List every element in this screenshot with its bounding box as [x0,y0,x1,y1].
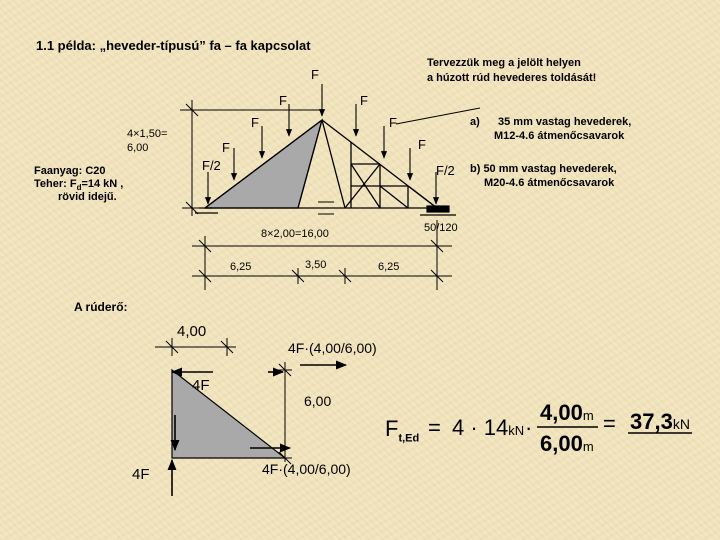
formula-result: 37,3kN [630,409,690,434]
load-f-left-2: F [251,115,259,130]
formula-denominator: 6,00m [540,431,594,456]
rod-force-height-label: 6,00 [304,393,332,409]
task-line-1: Tervezzük meg a jelölt helyen [427,57,581,69]
load-f-right-3: F [418,137,426,152]
load-f-left-3: F [222,140,230,155]
span-label: 8×2,00=16,00 [261,228,329,240]
support-label: 50/120 [424,222,458,234]
rod-force-width-label: 4,00 [177,323,207,340]
formula-lhs: $F_{t,Ed}$ [385,416,420,445]
option-a-marker: a) [470,116,480,128]
force-triangle [172,370,285,458]
load-half-left: F/2 [202,158,221,173]
option-b-line-2: M20-4.6 átmenőcsavarok [484,177,615,189]
splice-pointer [396,108,480,124]
rod-force-heading: A rúderő: [74,300,128,314]
load-f-right-1: F [360,93,368,108]
formula-numerator: 4,00m [540,400,594,425]
rod-force-4f-bottom: 4F [132,466,150,483]
material-line-3: rövid idejű. [58,191,117,203]
page-title: 1.1 példa: „heveder-típusú” fa – fa kapcsolat [36,38,311,53]
formula-equals: = [428,415,441,440]
formula-coefficient: 4 · 14kN [452,415,525,440]
dim-middle-label: 3,50 [305,259,327,271]
material-line-1: Faanyag: C20 [34,165,106,177]
load-f-right-2: F [389,115,397,130]
material-line-2: Teher: $F_d=14$ kN , [34,178,124,193]
rod-force-bottom-label: 4F·(4,00/6,00) [262,461,351,477]
option-a-line-2: M12-4.6 átmenőcsavarok [494,130,625,142]
dim-left-label: 6,25 [230,261,252,273]
formula-dot: · [525,415,533,440]
load-f-left-1: F [279,93,287,108]
left-support [195,208,218,213]
truss-height-label: 6,00 [127,142,149,154]
load-f-top: F [311,67,319,82]
rod-force-4f-mid: 4F [192,377,210,394]
panels-label: 4×1,50= [127,128,168,140]
option-a-line-1: 35 mm vastag hevederek, [498,116,632,128]
formula-equals-2: = [603,411,616,436]
task-line-2: a húzott rúd hevederes toldását! [427,72,597,84]
load-half-right: F/2 [436,163,455,178]
dim-right-label: 6,25 [378,261,400,273]
rod-force-top-label: 4F·(4,00/6,00) [288,340,377,356]
option-b-line-1: b) 50 mm vastag hevederek, [470,163,617,175]
